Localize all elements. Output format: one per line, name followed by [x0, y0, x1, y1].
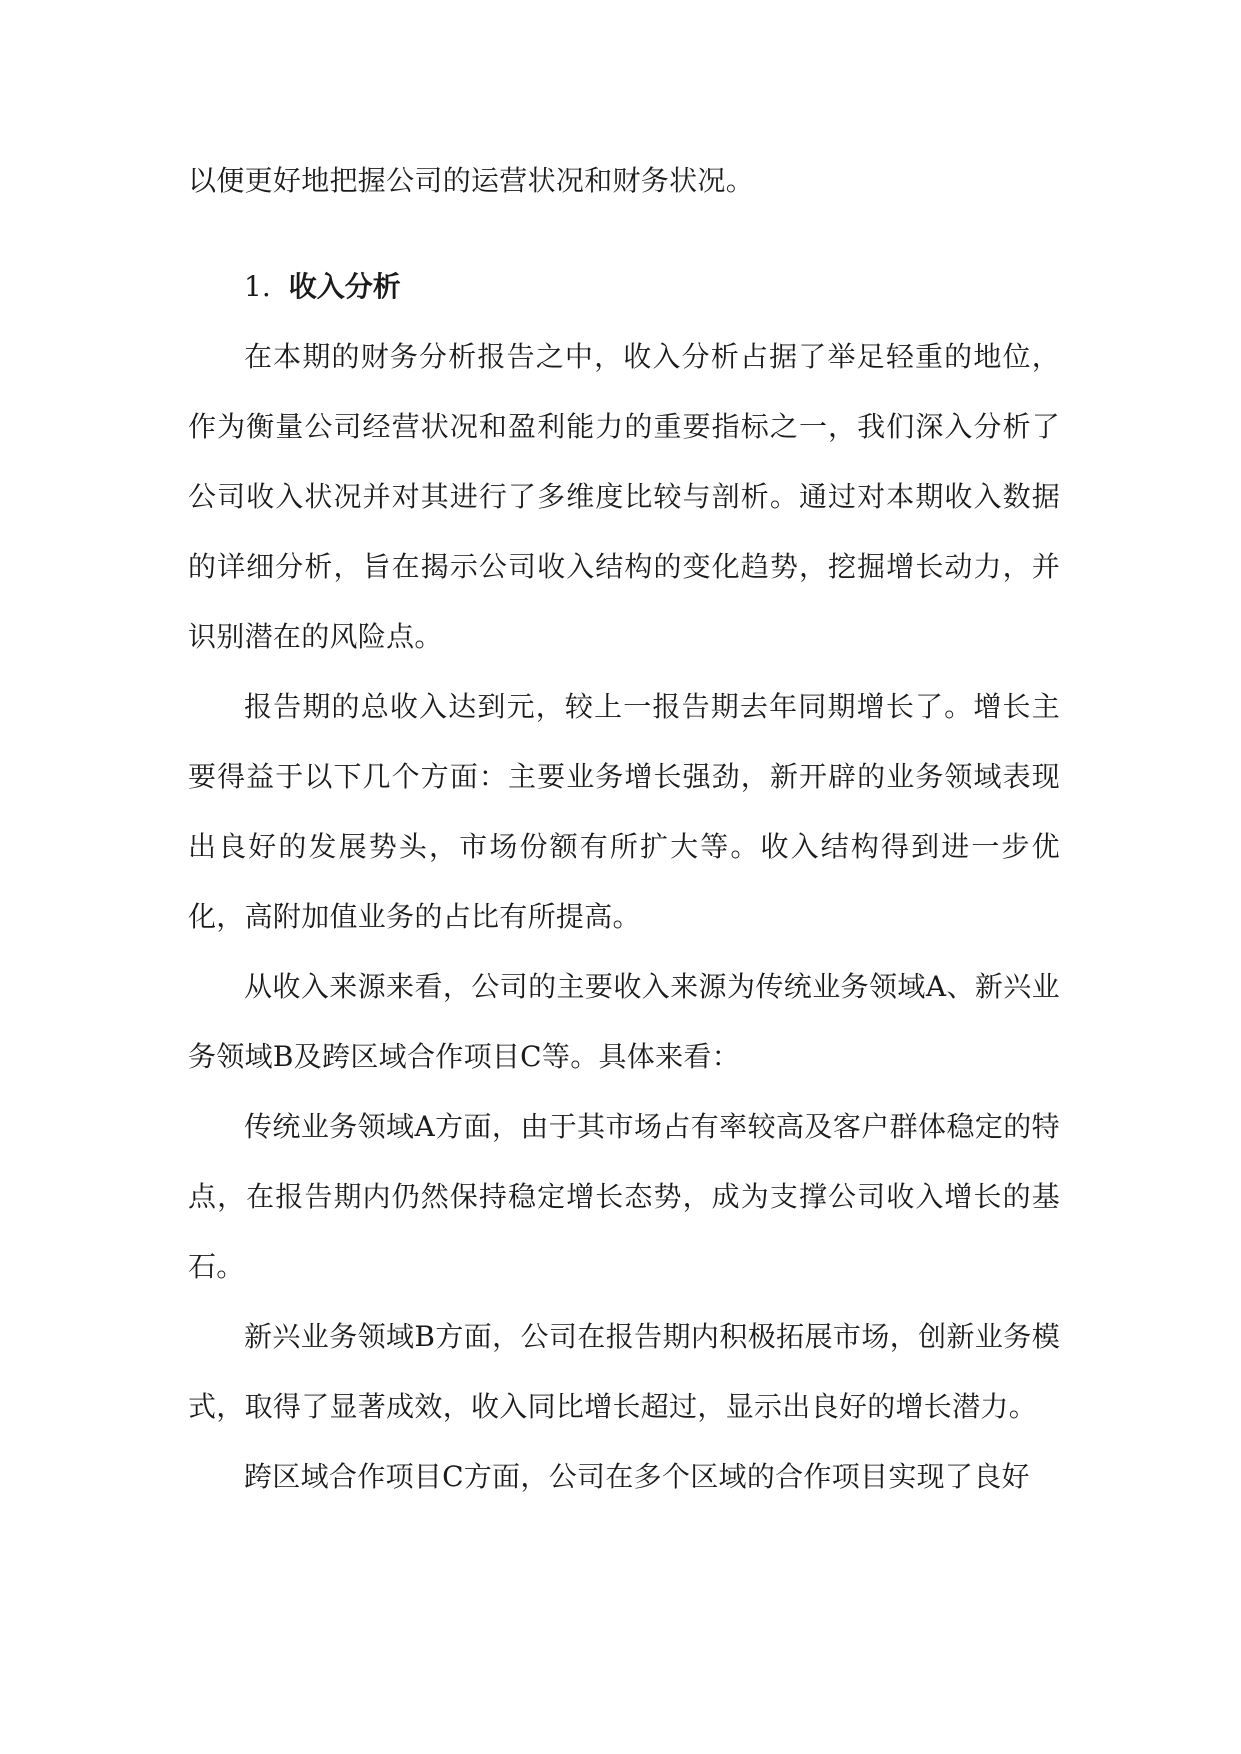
paragraph-intro: 在本期的财务分析报告之中，收入分析占据了举足轻重的地位，作为衡量公司经营状况和盈利能力的重要指标之一，我们深入分析了公司收入状况并对其进行了多维度比较与剖析。通过对本期收入数据的详细分析，旨在揭示公司收入结构的变化趋势，挖掘增长动力，并识别潜在的风险点。 [188, 340, 1060, 653]
paragraph-project-c: 跨区域合作项目C方面，公司在多个区域的合作项目实现了良好 [244, 1460, 1030, 1493]
paragraph-total-revenue: 报告期的总收入达到元，较上一报告期去年同期增长了。增长主要得益于以下几个方面：主要业务增长强劲，新开辟的业务领域表现出良好的发展势头，市场份额有所扩大等。收入结构得到进一步优化，高附加值业务的占比有所提高。 [188, 690, 1060, 933]
document-body [188, 146, 1060, 1512]
section-heading [188, 252, 1060, 322]
continued-paragraph: 以便更好地把握公司的运营状况和财务状况。 [188, 164, 755, 197]
paragraph-business-b: 新兴业务领域B方面，公司在报告期内积极拓展市场，创新业务模式，取得了显著成效，收入同比增长超过，显示出良好的增长潜力。 [188, 1320, 1060, 1423]
section-title: 收入分析 [288, 270, 401, 303]
section-number: 1. [244, 270, 271, 303]
paragraph-revenue-sources: 从收入来源来看，公司的主要收入来源为传统业务领域A、新兴业务领域B及跨区域合作项目C等。具体来看： [188, 970, 1060, 1073]
paragraph-business-a: 传统业务领域A方面，由于其市场占有率较高及客户群体稳定的特点，在报告期内仍然保持稳定增长态势，成为支撑公司收入增长的基石。 [188, 1110, 1060, 1283]
